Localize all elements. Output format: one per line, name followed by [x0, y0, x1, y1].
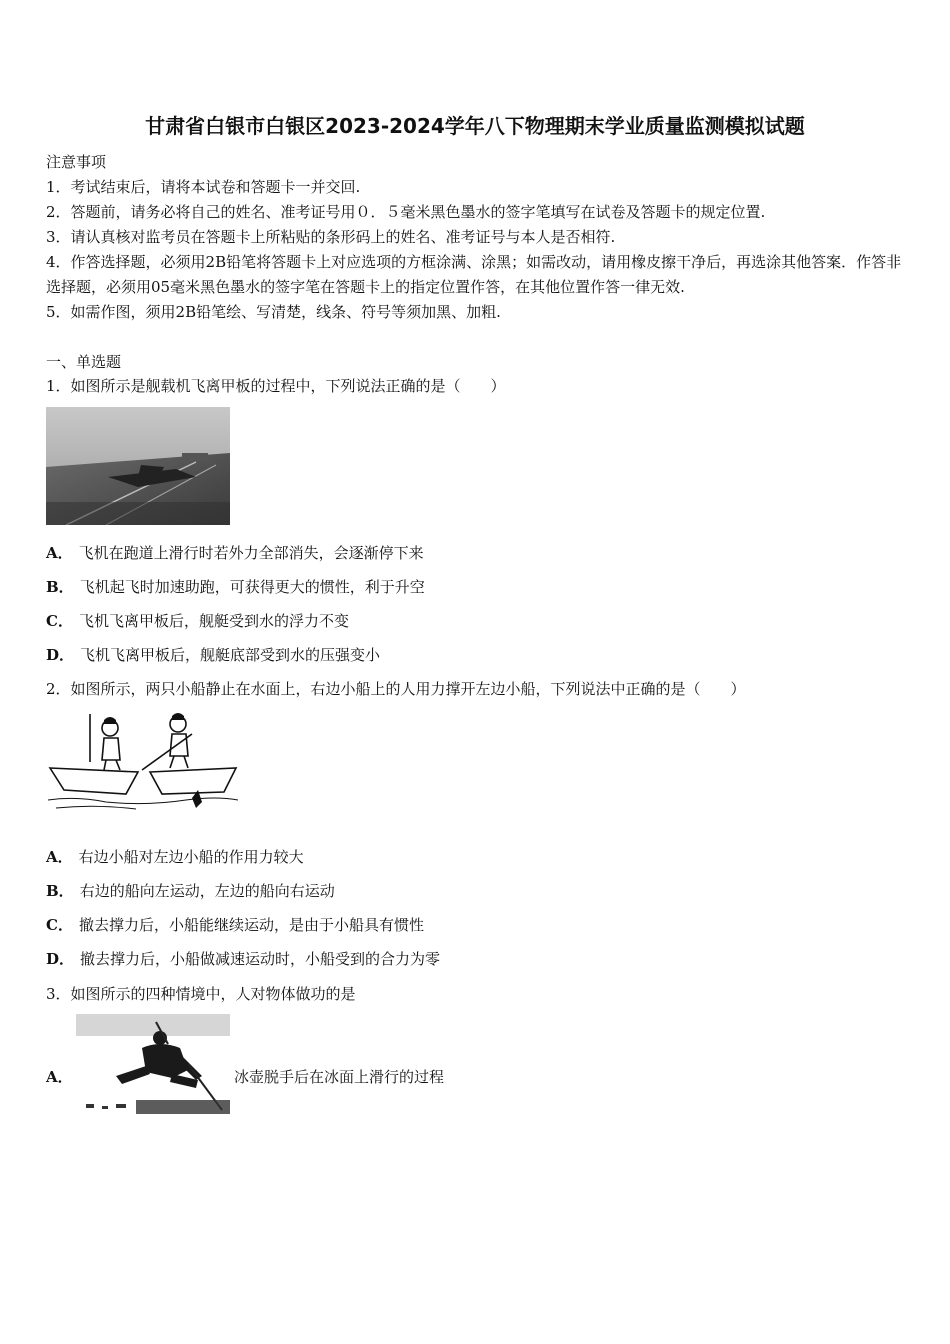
notice-item: 4．作答选择题，必须用2B铅笔将答题卡上对应选项的方框涂满、涂黑；如需改动，请用橡皮擦干净后，再选涂其他答案．作答非选择题，必须用05毫米黑色墨水的签字笔在答题卡上的指定位置作答，在其他位置作答一律无效. — [46, 253, 902, 296]
option-3a-letter: A． — [46, 1068, 73, 1086]
notice-item: 2．答题前，请务必将自己的姓名、准考证号用０．５毫米黑色墨水的签字笔填写在试卷及答题卡的规定位置. — [46, 203, 766, 221]
page-title: 甘肃省白银市白银区2023-2024学年八下物理期末学业质量监测模拟试题 — [145, 114, 805, 138]
question-stem-3: 3．如图所示的四种情境中，人对物体做功的是 — [46, 985, 356, 1003]
notice-item: 3．请认真核对监考员在答题卡上所粘贴的条形码上的姓名、准考证号与本人是否相符. — [46, 228, 616, 246]
option-3a-text: 冰壶脱手后在冰面上滑行的过程 — [234, 1068, 445, 1086]
option-2c: C． 撤去撑力后，小船能继续运动，是由于小船具有惯性 — [46, 916, 424, 934]
option-1a: A． 飞机在跑道上滑行时若外力全部消失，会逐渐停下来 — [46, 544, 424, 562]
aircraft-carrier-photo — [46, 407, 230, 525]
curling-photo — [76, 1014, 230, 1114]
notice-item: 1．考试结束后，请将本试卷和答题卡一并交回. — [46, 178, 361, 196]
option-1d: D． 飞机飞离甲板后，舰艇底部受到水的压强变小 — [46, 646, 381, 664]
option-2d: D． 撤去撑力后，小船做减速运动时，小船受到的合力为零 — [46, 950, 441, 968]
option-1b: B． 飞机起飞时加速助跑，可获得更大的惯性，利于升空 — [46, 578, 425, 596]
section-heading: 一、单选题 — [46, 353, 122, 371]
option-1c: C． 飞机飞离甲板后，舰艇受到水的浮力不变 — [46, 612, 349, 630]
notice-item: 5．如需作图，须用2B铅笔绘、写清楚，线条、符号等须加黑、加粗. — [46, 303, 501, 321]
notice-heading: 注意事项 — [46, 153, 107, 171]
two-boats-drawing — [46, 710, 240, 812]
option-2a: A． 右边小船对左边小船的作用力较大 — [46, 848, 304, 866]
question-stem-1: 1．如图所示是舰载机飞离甲板的过程中，下列说法正确的是（ ） — [46, 377, 506, 395]
option-2b: B． 右边的船向左运动，左边的船向右运动 — [46, 882, 335, 900]
question-stem-2: 2．如图所示，两只小船静止在水面上，右边小船上的人用力撑开左边小船，下列说法中正确的是（ ） — [46, 680, 746, 698]
